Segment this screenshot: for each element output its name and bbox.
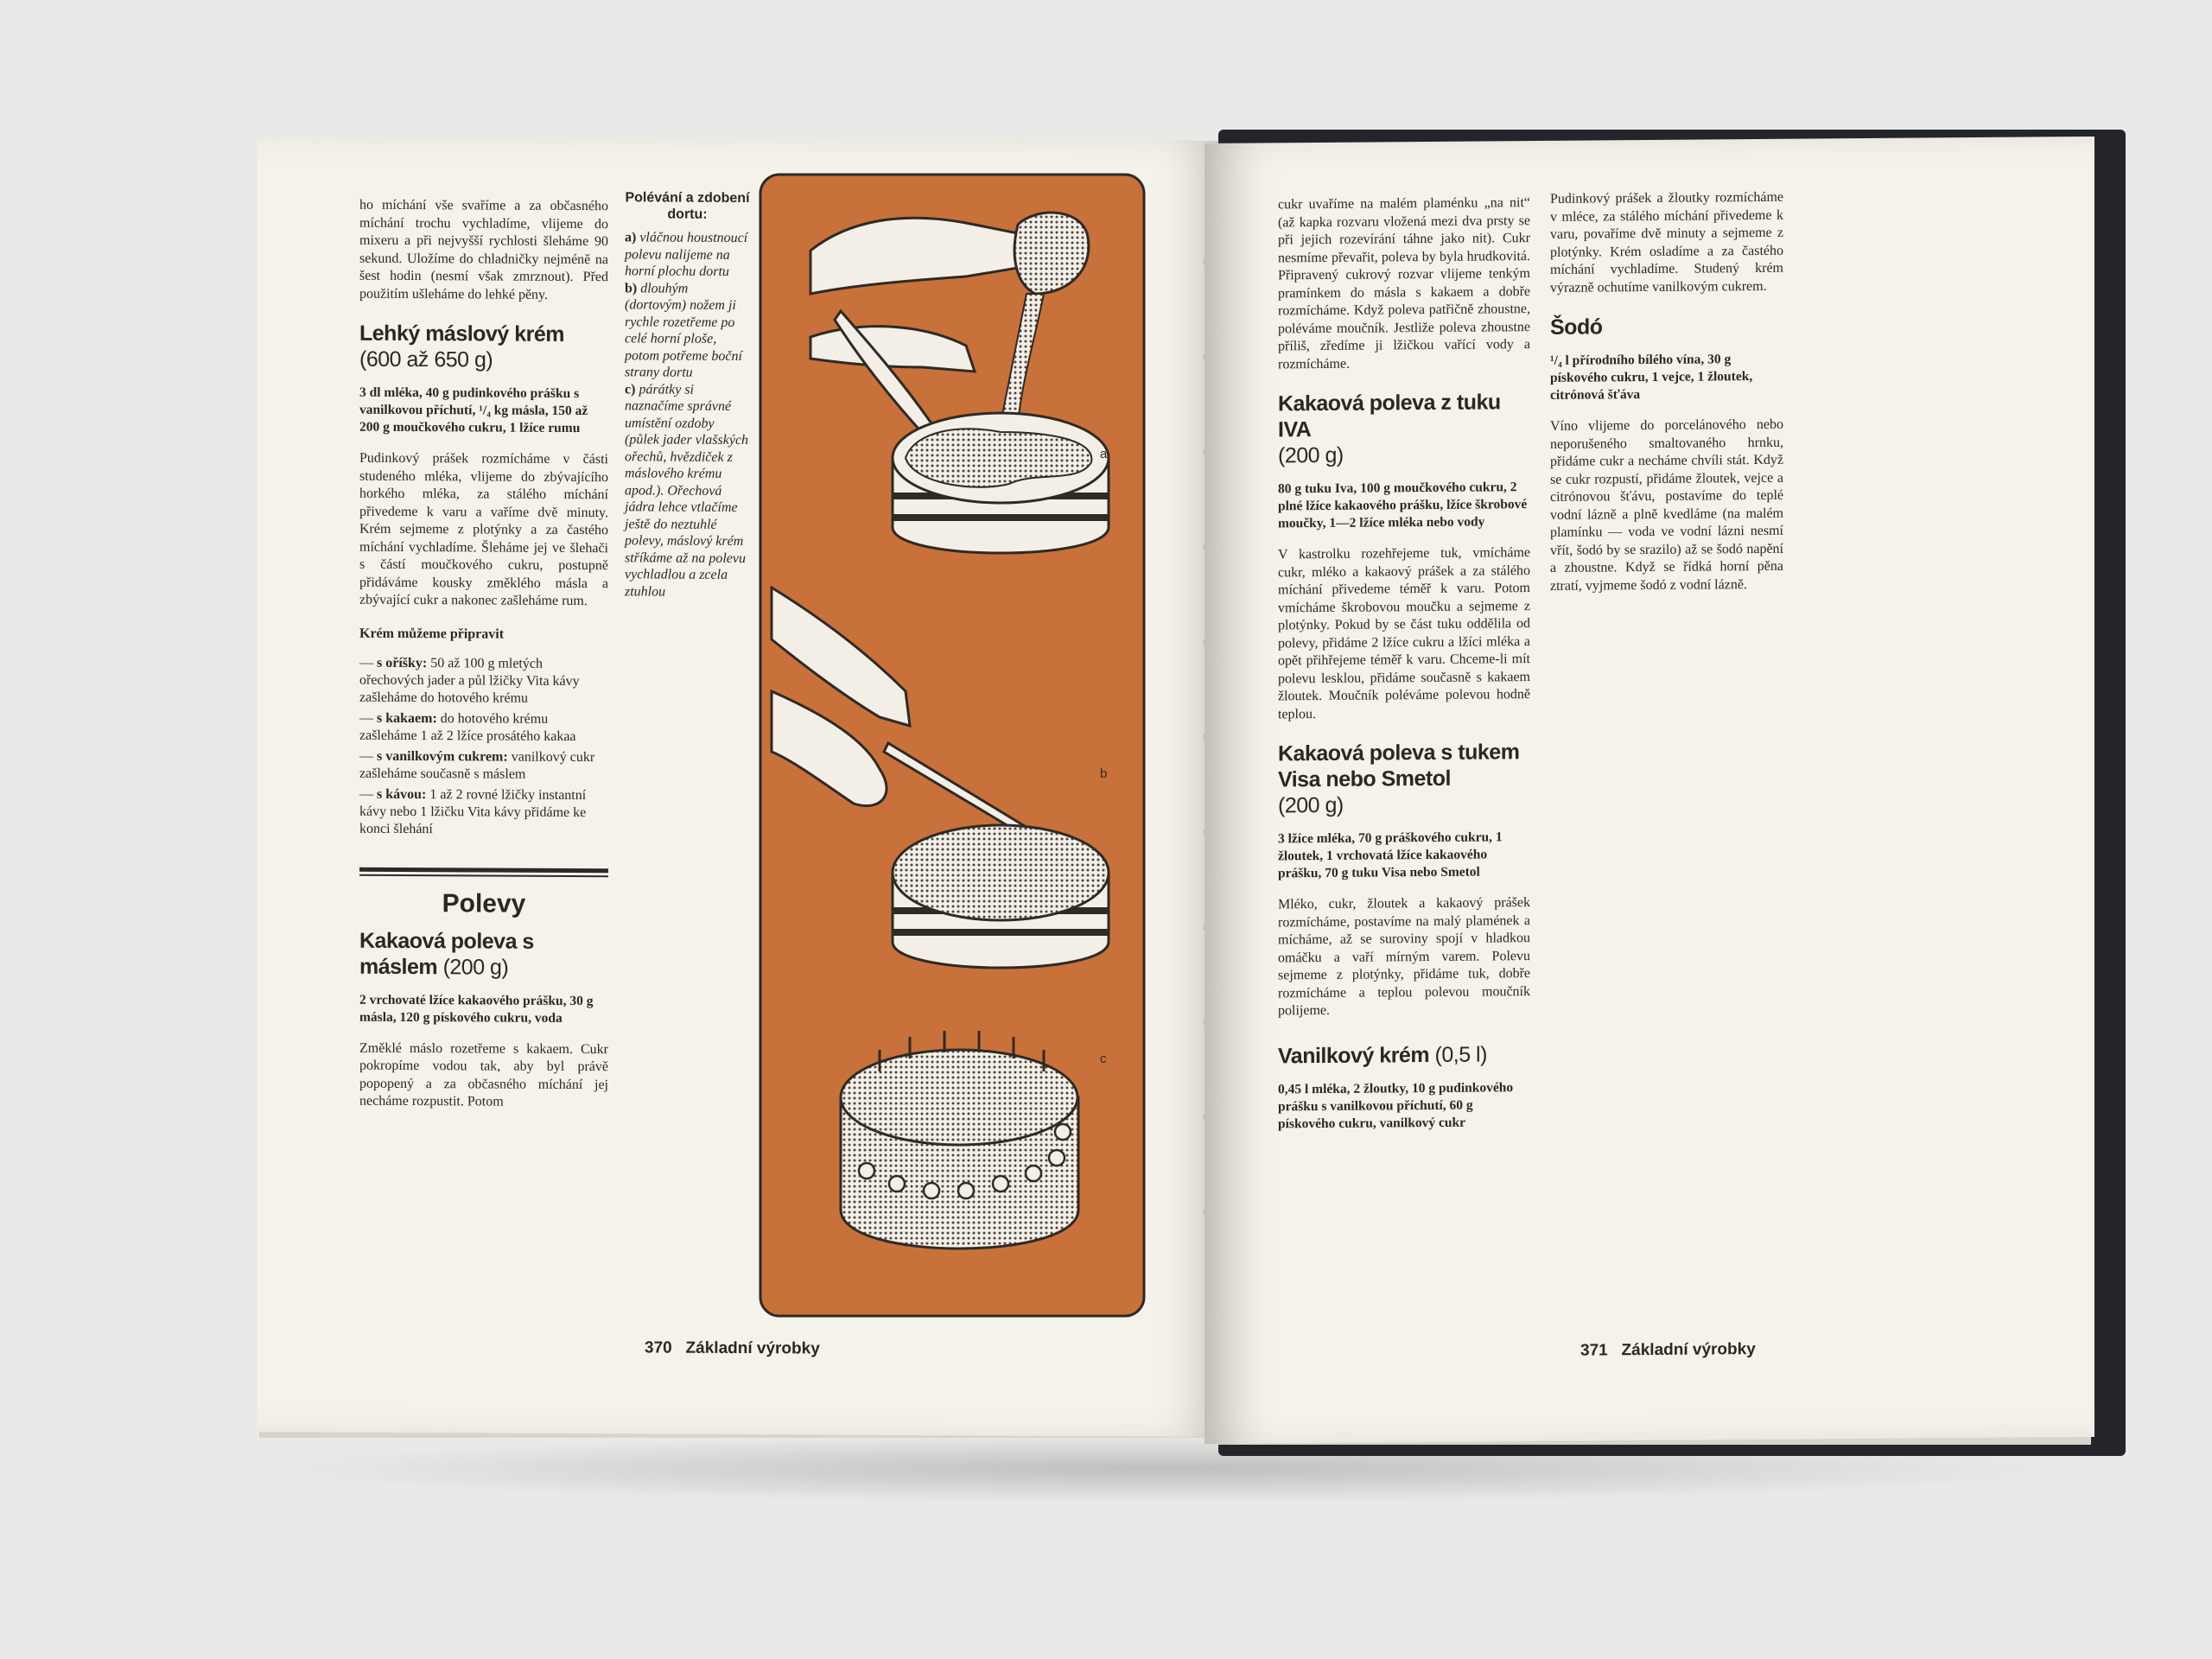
cake-layer-line	[893, 929, 1109, 936]
recipe-quantity: (200 g)	[1278, 442, 1344, 468]
recipe-ingredients: 2 vrchovaté lžíce kakaového prášku, 30 g másla, 120 g pískového cukru, voda	[359, 992, 594, 1026]
variant-item: — s vanilkovým cukrem: vanilkový cukr zašleháme současně s máslem	[359, 748, 595, 782]
page-footer-left	[645, 1338, 820, 1358]
cake-top-iced	[893, 825, 1109, 920]
recipe-method: Mléko, cukr, žloutek a kakaový prášek rozmícháme, postavíme na malý plamének a mícháme, až se suroviny spojí v hladkou omáčku a vaří mírným varem. Polevu sejmeme z plotýnky, přidáme tuk, dobře rozmícháme a teplou polevou moučník polijeme.	[1278, 895, 1530, 1019]
recipe-method: Víno vlijeme do porcelánového nebo neporušeného smaltovaného hrnku, přidáme cukr a necháme chvíli stát. Když se cukr rozpustí, přidáme žloutek, vejce a citrónovou šťávu, postavíme do teplé vodní lázně a plně kvedláme (na malém plamínku — voda ve vodní lázni nesmí vřít, šodó by se srazilo) až se šodó napění a zhoustne. Když se řídká horní pěna ztratí, vyjmeme šodó z vodní lázně.	[1550, 416, 1783, 594]
recipe-ingredients: 3 dl mléka, 40 g pudinkového prášku s vanilkovou příchutí, ¹/₄ kg másla, 150 až 200 g moučkového cukru, 1 lžíce rumu	[359, 385, 588, 436]
side-item-text: dlouhým (dortovým) nožem ji rychle rozetřeme po celé horní ploše, potom potřeme boční strany dortu	[625, 280, 742, 380]
side-item-text: vláčnou houstnoucí polevu nalijeme na horní plochu dortu	[625, 230, 748, 279]
variant-name: s vanilkovým cukrem:	[377, 748, 508, 765]
recipe-quantity: (600 až 650 g)	[359, 346, 493, 372]
recipe-title-text: Vanilkový krém	[1278, 1042, 1430, 1068]
variants-list	[359, 654, 608, 839]
variant-text: 50 až 100 g mletých ořechových jader a půl lžičky Vita kávy zašleháme do hotového krému	[359, 655, 580, 706]
recipe-quantity: (0,5 l)	[1434, 1041, 1487, 1067]
running-title: Základní výrobky	[685, 1338, 820, 1358]
section-title: Polevy	[442, 888, 526, 918]
recipe-quantity: (200 g)	[1278, 792, 1344, 818]
recipe-ingredients: 0,45 l mléka, 2 žloutky, 10 g pudinkového prášku s vanilkovou příchutí, 60 g pískového cukru, vanilkový cukr	[1278, 1079, 1514, 1131]
variant-name: s kávou:	[377, 786, 427, 802]
left-intro-text: ho míchání vše svaříme a za občasného míchání trochu vychladíme, vlijeme do mixeru a při nejvyšší rychlosti šleháme 90 sekund. Uložíme do chladničky nejméně na šest hodin (nesmí však zmrznout). Před použitím ušleháme do lehké pěny.	[359, 197, 608, 302]
side-items	[625, 229, 750, 601]
left-main-column	[359, 197, 608, 1112]
side-item-letter: c)	[625, 381, 636, 397]
figure-label-c: c	[1100, 1052, 1107, 1066]
figure-label-b: b	[1100, 766, 1108, 781]
section-rule	[359, 867, 608, 873]
recipe-title	[1550, 313, 1783, 340]
variant-name: s kakaem:	[377, 710, 437, 726]
recipe-method: Změklé máslo rozetřeme s kakaem. Cukr pokropíme vodou tak, aby byl právě popopený a za občasného míchání jej necháme rozpustit. Potom	[359, 1040, 608, 1109]
running-title: Základní výrobky	[1621, 1340, 1756, 1360]
recipe-title-text: Kakaová poleva s máslem	[359, 928, 534, 979]
recipe-method: Pudinkový prášek rozmícháme v části studeného mléka, vlijeme do zbývajícího horkého mléka, za stálého míchání přivedeme k varu a vaříme dvě minuty. Krém sejmeme z plotýnky a za častého míchání vychladíme. Šleháme jej ve šlehači s částí moučkového cukru, postupně přidáváme kousky změklého másla a zbývající cukr a nakonec zašleháme rum.	[359, 450, 608, 609]
variant-name: s oříšky:	[377, 655, 428, 671]
section-rule-thin	[359, 874, 608, 877]
side-item-letter: a)	[625, 230, 637, 245]
variant-item: — s kávou: 1 až 2 rovné lžičky instantní kávy nebo 1 lžičku Vita kávy přidáme ke konci šlehání	[359, 786, 587, 836]
variant-text: vanilkový cukr zašleháme současně s máslem	[359, 749, 595, 782]
page-number: 371	[1580, 1341, 1608, 1360]
side-item-text: párátky si naznačíme správné umístění ozdoby (půlek jader vlašských ořechů, hvězdiček z máslového krému apod.). Ořechová jádra lehce vtlačíme ještě do neztuhlé polevy, máslový krém stříkáme až na polevu vychladlou a zcela ztuhlou	[625, 381, 749, 600]
recipe-method: V kastrolku rozehřejeme tuk, vmícháme cukr, mléko a kakaový prášek a za stálého míchání přivedeme téměř k varu. Potom vmícháme škrobovou moučku a sejmeme z plotýnky. Pokud by se část tuku oddělila od polevy, přidáme 2 lžíce cukru a lžíci mléka a opět přihřejeme téměř k varu. Chceme-li mít polevu lesklou, přidáme současně s kakaem žloutek. Moučník poléváme polevou hodně teplou.	[1278, 545, 1530, 721]
side-item	[625, 381, 750, 601]
page-footer-right	[1580, 1340, 1756, 1361]
side-item	[625, 280, 750, 382]
right-column-1	[1278, 194, 1530, 1147]
recipe-title	[1278, 739, 1530, 818]
page-number: 370	[645, 1338, 672, 1357]
right-page	[1205, 137, 2094, 1444]
recipe-quantity: (200 g)	[442, 954, 509, 980]
side-item-letter: b)	[625, 280, 638, 296]
variant-text: 1 až 2 rovné lžičky instantní kávy nebo 1 lžičku Vita kávy přidáme ke konci šlehání	[359, 786, 587, 836]
variant-text: do hotového krému zašleháme 1 až 2 lžíce prosátého kakaa	[359, 710, 576, 744]
recipe-ingredients: 3 lžíce mléka, 70 g práškového cukru, 1 žloutek, 1 vrchovatá lžíce kakaového prášku, 70 g tuku Visa nebo Smetol	[1278, 830, 1503, 881]
recipe-ingredients: 80 g tuku Iva, 100 g moučkového cukru, 2 plné lžíce kakaového prášku, lžíce škrobové moučky, 1—2 lžíce mléka nebo vody	[1278, 480, 1528, 531]
variant-item: — s kakaem: do hotového krému zašleháme 1 až 2 lžíce prosátého kakaa	[359, 710, 576, 744]
variant-item: — s oříšky: 50 až 100 g mletých ořechových jader a půl lžičky Vita kávy zašleháme do hotového krému	[359, 655, 580, 706]
recipe-ingredients: ¹/₄ l přírodního bílého vína, 30 g pískového cukru, 1 vejce, 1 žloutek, citrónová šťáva	[1550, 352, 1753, 403]
figure-label-a: a	[1100, 447, 1108, 461]
side-item	[625, 229, 750, 280]
recipe-title	[359, 321, 608, 374]
recipe-title	[359, 927, 608, 981]
right-intro-text: cukr uvaříme na malém plaménku „na nit“ (až kapka rozvaru vložená mezi dva prsty se při jejich rozevírání táhne jako nit). Cukr nesmíme převařit, poleva by byla hrudkovitá. Připravený cukrový rozvar vlijeme tenkým pramínkem do másla s kakaem a dobře rozmícháme. Když poleva patřičně zhoustne, poléváme moučník. Jestliže poleva zhoustne příliš, zředíme ji lžičkou vařící vody a rozmícháme.	[1278, 195, 1530, 372]
recipe-title-text: Lehký máslový krém	[359, 321, 564, 346]
cake-decorating-illustration	[759, 173, 1146, 1318]
recipe-title-text: Šodó	[1550, 315, 1603, 340]
side-title: Polévání a zdobení dortu:	[625, 190, 750, 222]
cake-layer-line	[893, 514, 1109, 521]
recipe-title	[1278, 1041, 1530, 1069]
right-column-2	[1550, 189, 1783, 595]
right-col2-intro: Pudinkový prášek a žloutky rozmícháme v mléce, za stálého míchání přivedeme k varu, povaříme dvě minuty a sejmeme z plotýnky. Krém osladíme a za častého míchání vychladíme. Studený krém výrazně ochutíme vanilkovým cukrem.	[1550, 189, 1783, 296]
side-column	[625, 189, 750, 601]
variants-title: Krém můžeme připravit	[359, 626, 505, 642]
recipe-title	[1278, 389, 1530, 468]
recipe-title-text: Kakaová poleva z tuku IVA	[1278, 390, 1501, 442]
recipe-title-text: Kakaová poleva s tukem Visa nebo Smetol	[1278, 740, 1520, 792]
cake-top-iced	[841, 1050, 1077, 1145]
